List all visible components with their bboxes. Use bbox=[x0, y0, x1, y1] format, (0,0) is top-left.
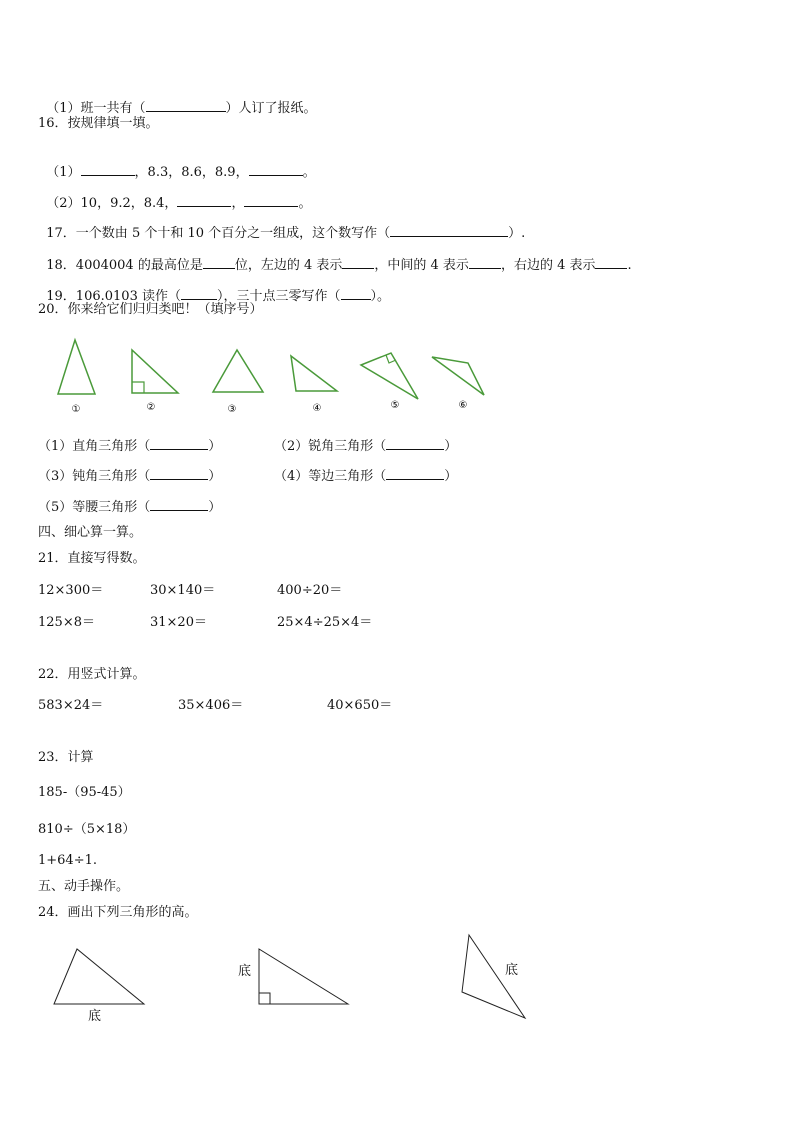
q22-item-3: 40×650＝ bbox=[327, 698, 393, 713]
triangle-5 bbox=[361, 353, 418, 399]
q18 bbox=[38, 240, 632, 274]
q16-row2-blank1[interactable] bbox=[177, 194, 231, 207]
q20-cat3-close: ） bbox=[208, 469, 222, 484]
q19-blank1[interactable] bbox=[181, 287, 217, 300]
q18-e: . bbox=[627, 258, 632, 273]
q15-sub1-prefix: （1）班一共有（ bbox=[46, 101, 146, 116]
q22-item-1: 583×24＝ bbox=[38, 698, 104, 713]
q20-cat2 bbox=[274, 437, 457, 455]
q19-b: ），三十点三零写作（ bbox=[216, 289, 341, 304]
q18-a: 18．4004004 的最高位是 bbox=[46, 258, 203, 273]
triangle-2 bbox=[132, 350, 178, 393]
q16-row1-blank2[interactable] bbox=[249, 163, 303, 176]
q20-title: 20．你来给它们归归类吧！（填序号） bbox=[38, 302, 263, 317]
section5-heading: 五、动手操作。 bbox=[38, 879, 130, 894]
q24-triangle-2 bbox=[259, 949, 348, 1004]
q20-cat2-label: （2）锐角三角形（ bbox=[274, 439, 387, 454]
q24-base-label-2: 底 bbox=[238, 964, 252, 979]
q20-cat3-blank[interactable] bbox=[150, 467, 208, 480]
triangle-label-4: ④ bbox=[312, 403, 322, 414]
q20-shapes bbox=[0, 330, 794, 430]
q20-cat1-close: ） bbox=[208, 439, 222, 454]
section4-heading: 四、细心算一算。 bbox=[38, 525, 143, 540]
q19-blank2[interactable] bbox=[341, 287, 371, 300]
q19-a: 19．106.0103 读作（ bbox=[46, 289, 181, 304]
q21-title: 21．直接写得数。 bbox=[38, 551, 146, 566]
q22-item-2: 35×406＝ bbox=[178, 698, 244, 713]
q20-cat2-blank[interactable] bbox=[386, 437, 444, 450]
triangle-label-3: ③ bbox=[227, 404, 237, 415]
q16-title: 16．按规律填一填。 bbox=[38, 116, 159, 131]
triangle-label-2: ② bbox=[146, 402, 156, 413]
q24-right-angle-mark bbox=[259, 993, 270, 1004]
q24-title: 24．画出下列三角形的高。 bbox=[38, 905, 198, 920]
q21-item-2: 30×140＝ bbox=[150, 583, 216, 598]
q16-row1-blank1[interactable] bbox=[81, 163, 135, 176]
q24-base-label-1: 底 bbox=[88, 1009, 102, 1024]
q20-cat4-close: ） bbox=[444, 469, 458, 484]
q16-row1-prefix: （1） bbox=[46, 165, 81, 180]
q18-blank3[interactable] bbox=[469, 256, 501, 269]
q24-triangles bbox=[0, 930, 794, 1030]
q16-row2 bbox=[38, 178, 311, 212]
q20-cat5-label: （5）等腰三角形（ bbox=[38, 500, 151, 515]
q20-cat1-label: （1）直角三角形（ bbox=[38, 439, 151, 454]
q24-triangle-1 bbox=[54, 949, 144, 1004]
q16-row2-middle: ， bbox=[231, 196, 245, 211]
q20-cat3-label: （3）钝角三角形（ bbox=[38, 469, 151, 484]
q20-cat3 bbox=[38, 467, 221, 485]
q23-item-2: 810÷（5×18） bbox=[38, 822, 136, 837]
q18-blank4[interactable] bbox=[595, 256, 627, 269]
q23-item-3: 1+64÷1. bbox=[38, 853, 98, 868]
triangle-label-1: ① bbox=[71, 404, 81, 415]
triangle-3 bbox=[213, 350, 263, 392]
q20-cat5 bbox=[38, 498, 221, 516]
q21-item-1: 12×300＝ bbox=[38, 583, 104, 598]
triangle-label-6: ⑥ bbox=[458, 400, 468, 411]
q20-cat1-blank[interactable] bbox=[150, 437, 208, 450]
q20-cat4 bbox=[274, 467, 457, 485]
q21-item-4: 125×8＝ bbox=[38, 615, 95, 630]
q21-item-5: 31×20＝ bbox=[150, 615, 207, 630]
q22-title: 22．用竖式计算。 bbox=[38, 667, 146, 682]
q18-blank2[interactable] bbox=[342, 256, 374, 269]
q17-prefix: 17．一个数由 5 个十和 10 个百分之一组成，这个数写作（ bbox=[46, 226, 391, 241]
q18-blank1[interactable] bbox=[203, 256, 235, 269]
q24-base-label-3: 底 bbox=[505, 963, 519, 978]
triangle-6 bbox=[432, 357, 484, 395]
q20-cat4-label: （4）等边三角形（ bbox=[274, 469, 387, 484]
q16-row2-prefix: （2）10，9.2，8.4， bbox=[46, 196, 178, 211]
q23-item-1: 185-（95-45） bbox=[38, 785, 131, 800]
triangle-label-5: ⑤ bbox=[390, 400, 400, 411]
q20-cat1 bbox=[38, 437, 221, 455]
q15-sub1-suffix: ）人订了报纸。 bbox=[225, 101, 317, 116]
q20-cat5-blank[interactable] bbox=[150, 498, 208, 511]
q18-d: ，右边的 4 表示 bbox=[500, 258, 596, 273]
q18-c: ，中间的 4 表示 bbox=[374, 258, 469, 273]
right-angle-mark-2 bbox=[132, 382, 144, 393]
triangle-1 bbox=[58, 340, 95, 394]
q17 bbox=[38, 208, 525, 242]
q15-sub1-blank[interactable] bbox=[146, 99, 226, 112]
q18-b: 位，左边的 4 表示 bbox=[234, 258, 343, 273]
q21-item-3: 400÷20＝ bbox=[277, 583, 343, 598]
q15-sub1 bbox=[38, 83, 317, 117]
triangle-4 bbox=[291, 356, 337, 391]
q16-row1-end: 。 bbox=[302, 165, 316, 180]
q20-cat2-close: ） bbox=[444, 439, 458, 454]
q16-row1 bbox=[38, 147, 316, 181]
q20-cat4-blank[interactable] bbox=[386, 467, 444, 480]
q17-blank[interactable] bbox=[390, 224, 508, 237]
q19-c: ）。 bbox=[370, 289, 391, 304]
q23-title: 23．计算 bbox=[38, 750, 94, 765]
q17-suffix: ）. bbox=[508, 226, 526, 241]
q16-row2-end: 。 bbox=[298, 196, 312, 211]
q16-row2-blank2[interactable] bbox=[244, 194, 298, 207]
q21-item-6: 25×4÷25×4＝ bbox=[277, 615, 373, 630]
q16-row1-middle: ，8.3，8.6，8.9， bbox=[134, 165, 249, 180]
q19 bbox=[38, 271, 390, 305]
q20-cat5-close: ） bbox=[208, 500, 222, 515]
